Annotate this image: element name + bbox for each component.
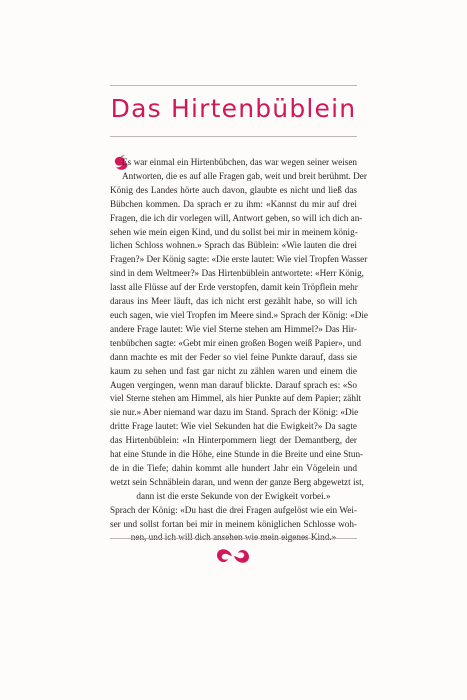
text-line: sind in dem Weltmeer?» Das Hirtenbüblein antwortete: «Herr König,: [110, 268, 364, 279]
text-line: Fragen?» Der König sagte: «Die erste lautet: Wie viel Tropfen Wasser: [110, 254, 368, 265]
text-line: euch sagen, wie viel Tropfen im Meere sind.» Sprach der König: «Die: [110, 309, 368, 320]
bottom-rule: [110, 538, 357, 539]
text-line: Sprach der König: «Du hast die drei Fragen aufgelöst wie ein Wei-: [110, 504, 357, 515]
text-line: König des Landes hörte auch davon, glaubte es nicht und ließ das: [110, 184, 357, 195]
text-line: kaum zu sehen und fast gar nicht zu zählen waren und einem die: [110, 365, 357, 376]
text-line: Fragen, die ich dir vorlegen will, Antwort geben, so will ich dich an-: [110, 212, 363, 223]
text-line: Augen vergingen, wenn man darauf blickte. Darauf sprach es: «So: [110, 379, 357, 390]
double-leaf-ornament-icon: [213, 546, 253, 566]
text-line: dritte Frage lautet: Wie viel Sekunden hat die Ewigkeit?» Da sagte: [110, 421, 357, 432]
text-line: ser und sollst fortan bei mir in meinem königlichen Schlosse woh-: [110, 518, 357, 529]
text-line: daraus ins Meer läuft, das ich nicht erst gezählt habe, so will ich: [110, 296, 357, 307]
text-line: andere Frage lautet: Wie viel Sterne stehen am Himmel?» Das Hir-: [110, 323, 357, 334]
text-line: de in die Tiefe; dahin kommt alle hundert Jahr ein Vögelein und: [110, 462, 357, 473]
top-rule: [110, 85, 357, 86]
text-line: hat eine Stunde in die Höhe, eine Stunde in die Breite und eine Stun-: [110, 449, 364, 460]
text-line: tenbübchen sagte: «Gebt mir einen großen Bogen weiß Papier», und: [110, 337, 362, 348]
text-line: Bübchen kommen. Da sprach er zu ihm: «Kannst du mir auf drei: [110, 198, 357, 209]
text-line: lasst alle Flüsse auf der Erde verstopfen, damit kein Tröpflein mehr: [110, 282, 358, 293]
text-line: lichen Schloss wohnen.» Sprach das Büblein: «Wie lauten die drei: [110, 240, 357, 251]
page-title: Das Hirtenbüblein: [110, 94, 357, 123]
text-line: dann ist die erste Sekunde von der Ewigkeit vorbei.»: [136, 490, 331, 501]
text-line: viel Sterne stehen am Himmel, als hier Punkte auf dem Papier; zählt: [110, 393, 362, 404]
text-line: Es war einmal ein Hirtenbübchen, das war wegen seiner weisen: [122, 157, 357, 167]
text-line: wetzt sein Schnäblein daran, und wenn der ganze Berg abgewetzt ist,: [110, 476, 364, 487]
text-line: das Hirtenbüblein: «In Hinterpommern liegt der Demantberg, der: [110, 435, 357, 446]
text-line: nen, und ich will dich ansehen wie mein eigenes Kind.»: [130, 532, 337, 543]
text-line: sie nur.» Aber niemand war dazu im Stand. Sprach der König: «Die: [110, 407, 359, 418]
text-line: Antworten, die es auf alle Fragen gab, weit und breit berühmt. Der: [122, 170, 367, 181]
story-text: [110, 156, 368, 545]
title-rule: [110, 136, 357, 137]
text-line: sehen wie mein eigen Kind, und du sollst bei mir in meinem könig-: [110, 226, 358, 237]
text-line: dann machte es mit der Feder so viel feine Punkte darauf, dass sie: [110, 351, 357, 362]
